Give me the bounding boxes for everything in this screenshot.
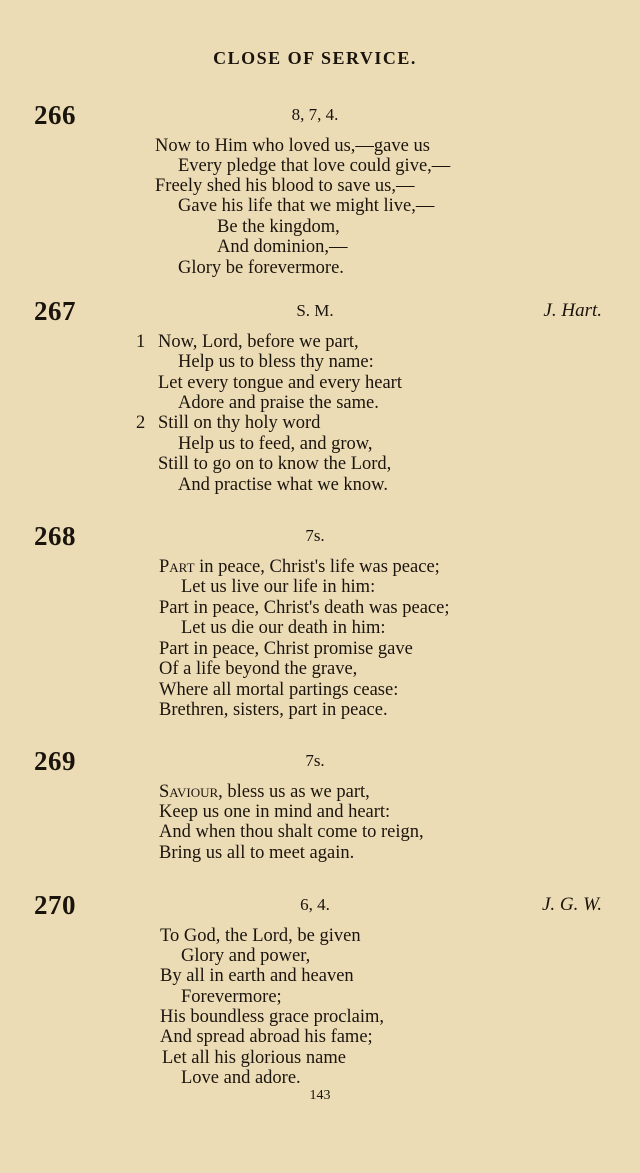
hymn-line: Glory be forevermore. — [178, 258, 344, 278]
hymn-line: Let all his glorious name — [162, 1048, 346, 1068]
hymn-line: Adore and praise the same. — [178, 393, 379, 413]
hymn-line: Gave his life that we might live,— — [178, 196, 435, 216]
line-lead-word: Part — [159, 557, 195, 577]
hymn-number: 269 — [34, 746, 76, 776]
hymn-line — [159, 557, 440, 577]
hymn-line: Forevermore; — [181, 987, 282, 1007]
verse-number: 1 — [136, 332, 146, 352]
line-lead-word: Saviour — [159, 782, 219, 802]
hymn-line: Love and adore. — [181, 1068, 301, 1088]
page-title: CLOSE OF SERVICE. — [213, 48, 417, 68]
hymn-line: Let us die our death in him: — [181, 618, 386, 638]
hymn-line: And dominion,— — [217, 237, 348, 257]
hymn-meter: 6, 4. — [300, 895, 330, 914]
hymn-meter: 7s. — [305, 751, 325, 770]
hymn-line: Let every tongue and every heart — [158, 373, 402, 393]
hymn-line: Let us live our life in him: — [181, 577, 376, 597]
verse-number: 2 — [136, 413, 146, 433]
page-number: 143 — [309, 1088, 331, 1103]
hymn-line: Part in peace, Christ's death was peace; — [159, 598, 450, 618]
hymn-line: And spread abroad his fame; — [160, 1027, 373, 1047]
hymn-line: Keep us one in mind and heart: — [159, 802, 391, 822]
hymn-line: Of a life beyond the grave, — [159, 659, 358, 679]
hymn-line: Bring us all to meet again. — [159, 843, 355, 863]
hymn-line: Freely shed his blood to save us,— — [155, 176, 415, 196]
hymn-line: Still to go on to know the Lord, — [158, 454, 392, 474]
hymn-line: And practise what we know. — [178, 475, 388, 495]
hymn-line — [136, 413, 321, 433]
hymn-number: 270 — [34, 890, 76, 920]
hymn-line: Be the kingdom, — [217, 217, 340, 237]
hymn-line: Where all mortal partings cease: — [159, 680, 399, 700]
hymn-line — [159, 782, 370, 802]
hymn-number: 267 — [34, 296, 76, 326]
line-text: , bless us as we part, — [218, 782, 370, 802]
hymn-line: And when thou shalt come to reign, — [159, 822, 424, 842]
hymn-line: Every pledge that love could give,— — [178, 156, 451, 176]
line-text: Still on thy holy word — [158, 413, 321, 433]
line-text: Now, Lord, before we part, — [158, 332, 359, 352]
hymn-line: Part in peace, Christ promise gave — [159, 639, 413, 659]
hymn-number: 266 — [34, 100, 76, 130]
hymn-author: J. Hart. — [543, 300, 602, 321]
hymn-line: His boundless grace proclaim, — [160, 1007, 384, 1027]
hymn-line: To God, the Lord, be given — [160, 926, 361, 946]
hymn-line: By all in earth and heaven — [160, 966, 354, 986]
hymn-line: Help us to feed, and grow, — [178, 434, 373, 454]
hymn-line: Now to Him who loved us,—gave us — [155, 136, 430, 156]
hymn-meter: S. M. — [296, 301, 334, 320]
hymn-number: 268 — [34, 521, 76, 551]
hymn-line: Glory and power, — [181, 946, 311, 966]
hymn-author: J. G. W. — [542, 894, 602, 915]
hymn-meter: 8, 7, 4. — [291, 105, 339, 124]
hymn-line: Help us to bless thy name: — [178, 352, 374, 372]
hymn-line: Brethren, sisters, part in peace. — [159, 700, 388, 720]
hymn-line — [136, 332, 359, 352]
line-text: in peace, Christ's life was peace; — [194, 557, 440, 577]
hymn-meter: 7s. — [305, 526, 325, 545]
